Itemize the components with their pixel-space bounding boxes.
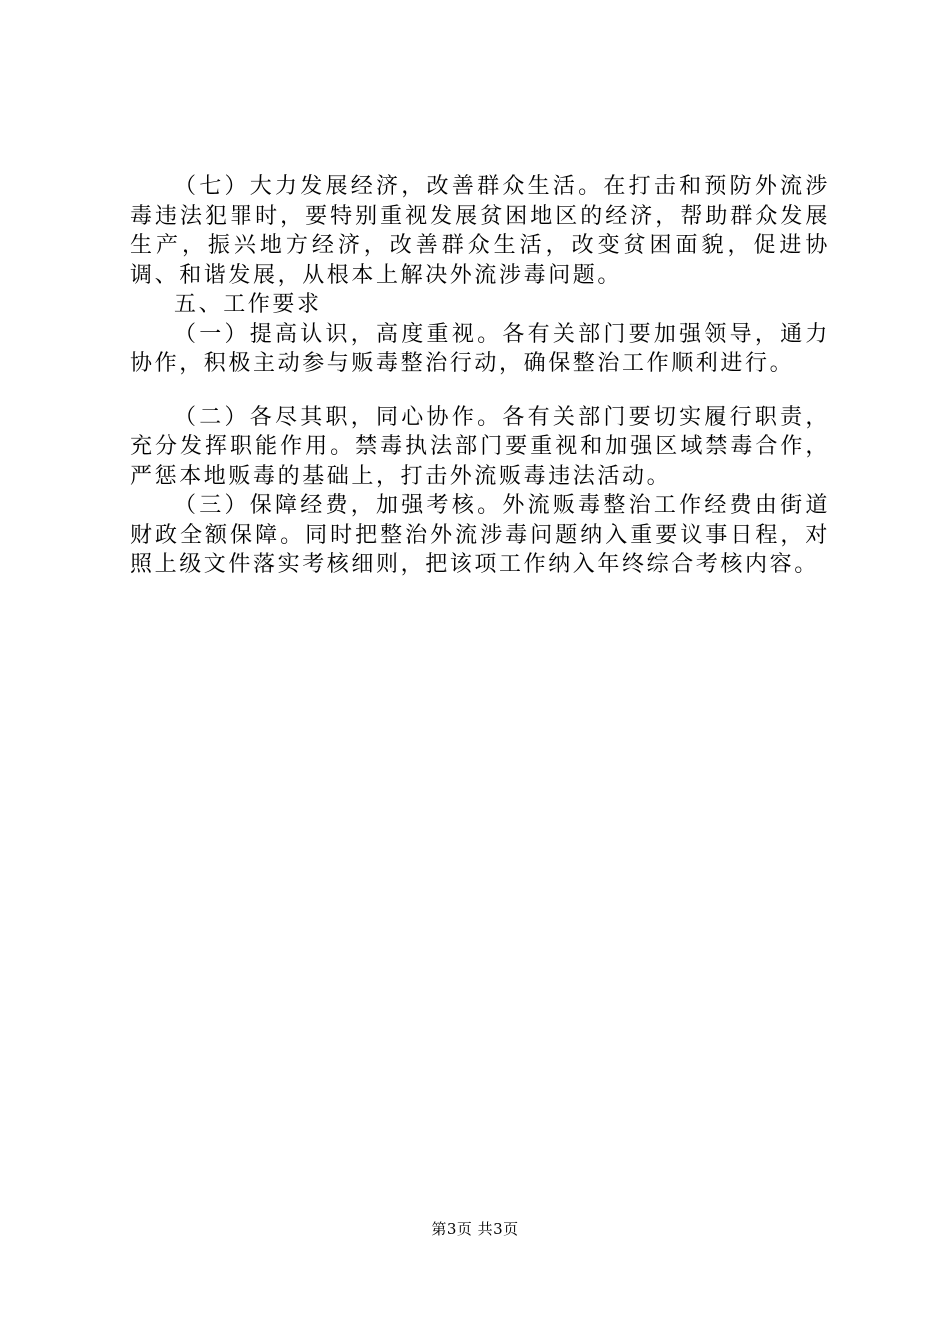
- section-heading-work-requirements: 五、工作要求: [174, 292, 322, 317]
- paragraph-funding-assessment: （三）保障经费，加强考核。外流贩毒整治工作经费由街道财政全额保障。同时把整治外流涉毒问题纳入重要议事日程，对照上级文件落实考核细则，把该项工作纳入年终综合考核内容。: [130, 493, 830, 577]
- paragraph-raise-awareness: （一）提高认识，高度重视。各有关部门要加强领导，通力协作，积极主动参与贩毒整治行动，确保整治工作顺利进行。: [130, 321, 830, 376]
- paragraph-spacer: [130, 379, 830, 403]
- document-body: [130, 172, 830, 580]
- page-number-footer: 第3页 共3页: [431, 1220, 519, 1238]
- paragraph-fulfill-duties: （二）各尽其职，同心协作。各有关部门要切实履行职责，充分发挥职能作用。禁毒执法部门要重视和加强区域禁毒合作，严惩本地贩毒的基础上，打击外流贩毒违法活动。: [130, 404, 830, 489]
- paragraph-economic-development: （七）大力发展经济，改善群众生活。在打击和预防外流涉毒违法犯罪时，要特别重视发展贫困地区的经济，帮助群众发展生产，振兴地方经济，改善群众生活，改变贫困面貌，促进协调、和谐发展，从根本上解决外流涉毒问题。: [130, 174, 830, 288]
